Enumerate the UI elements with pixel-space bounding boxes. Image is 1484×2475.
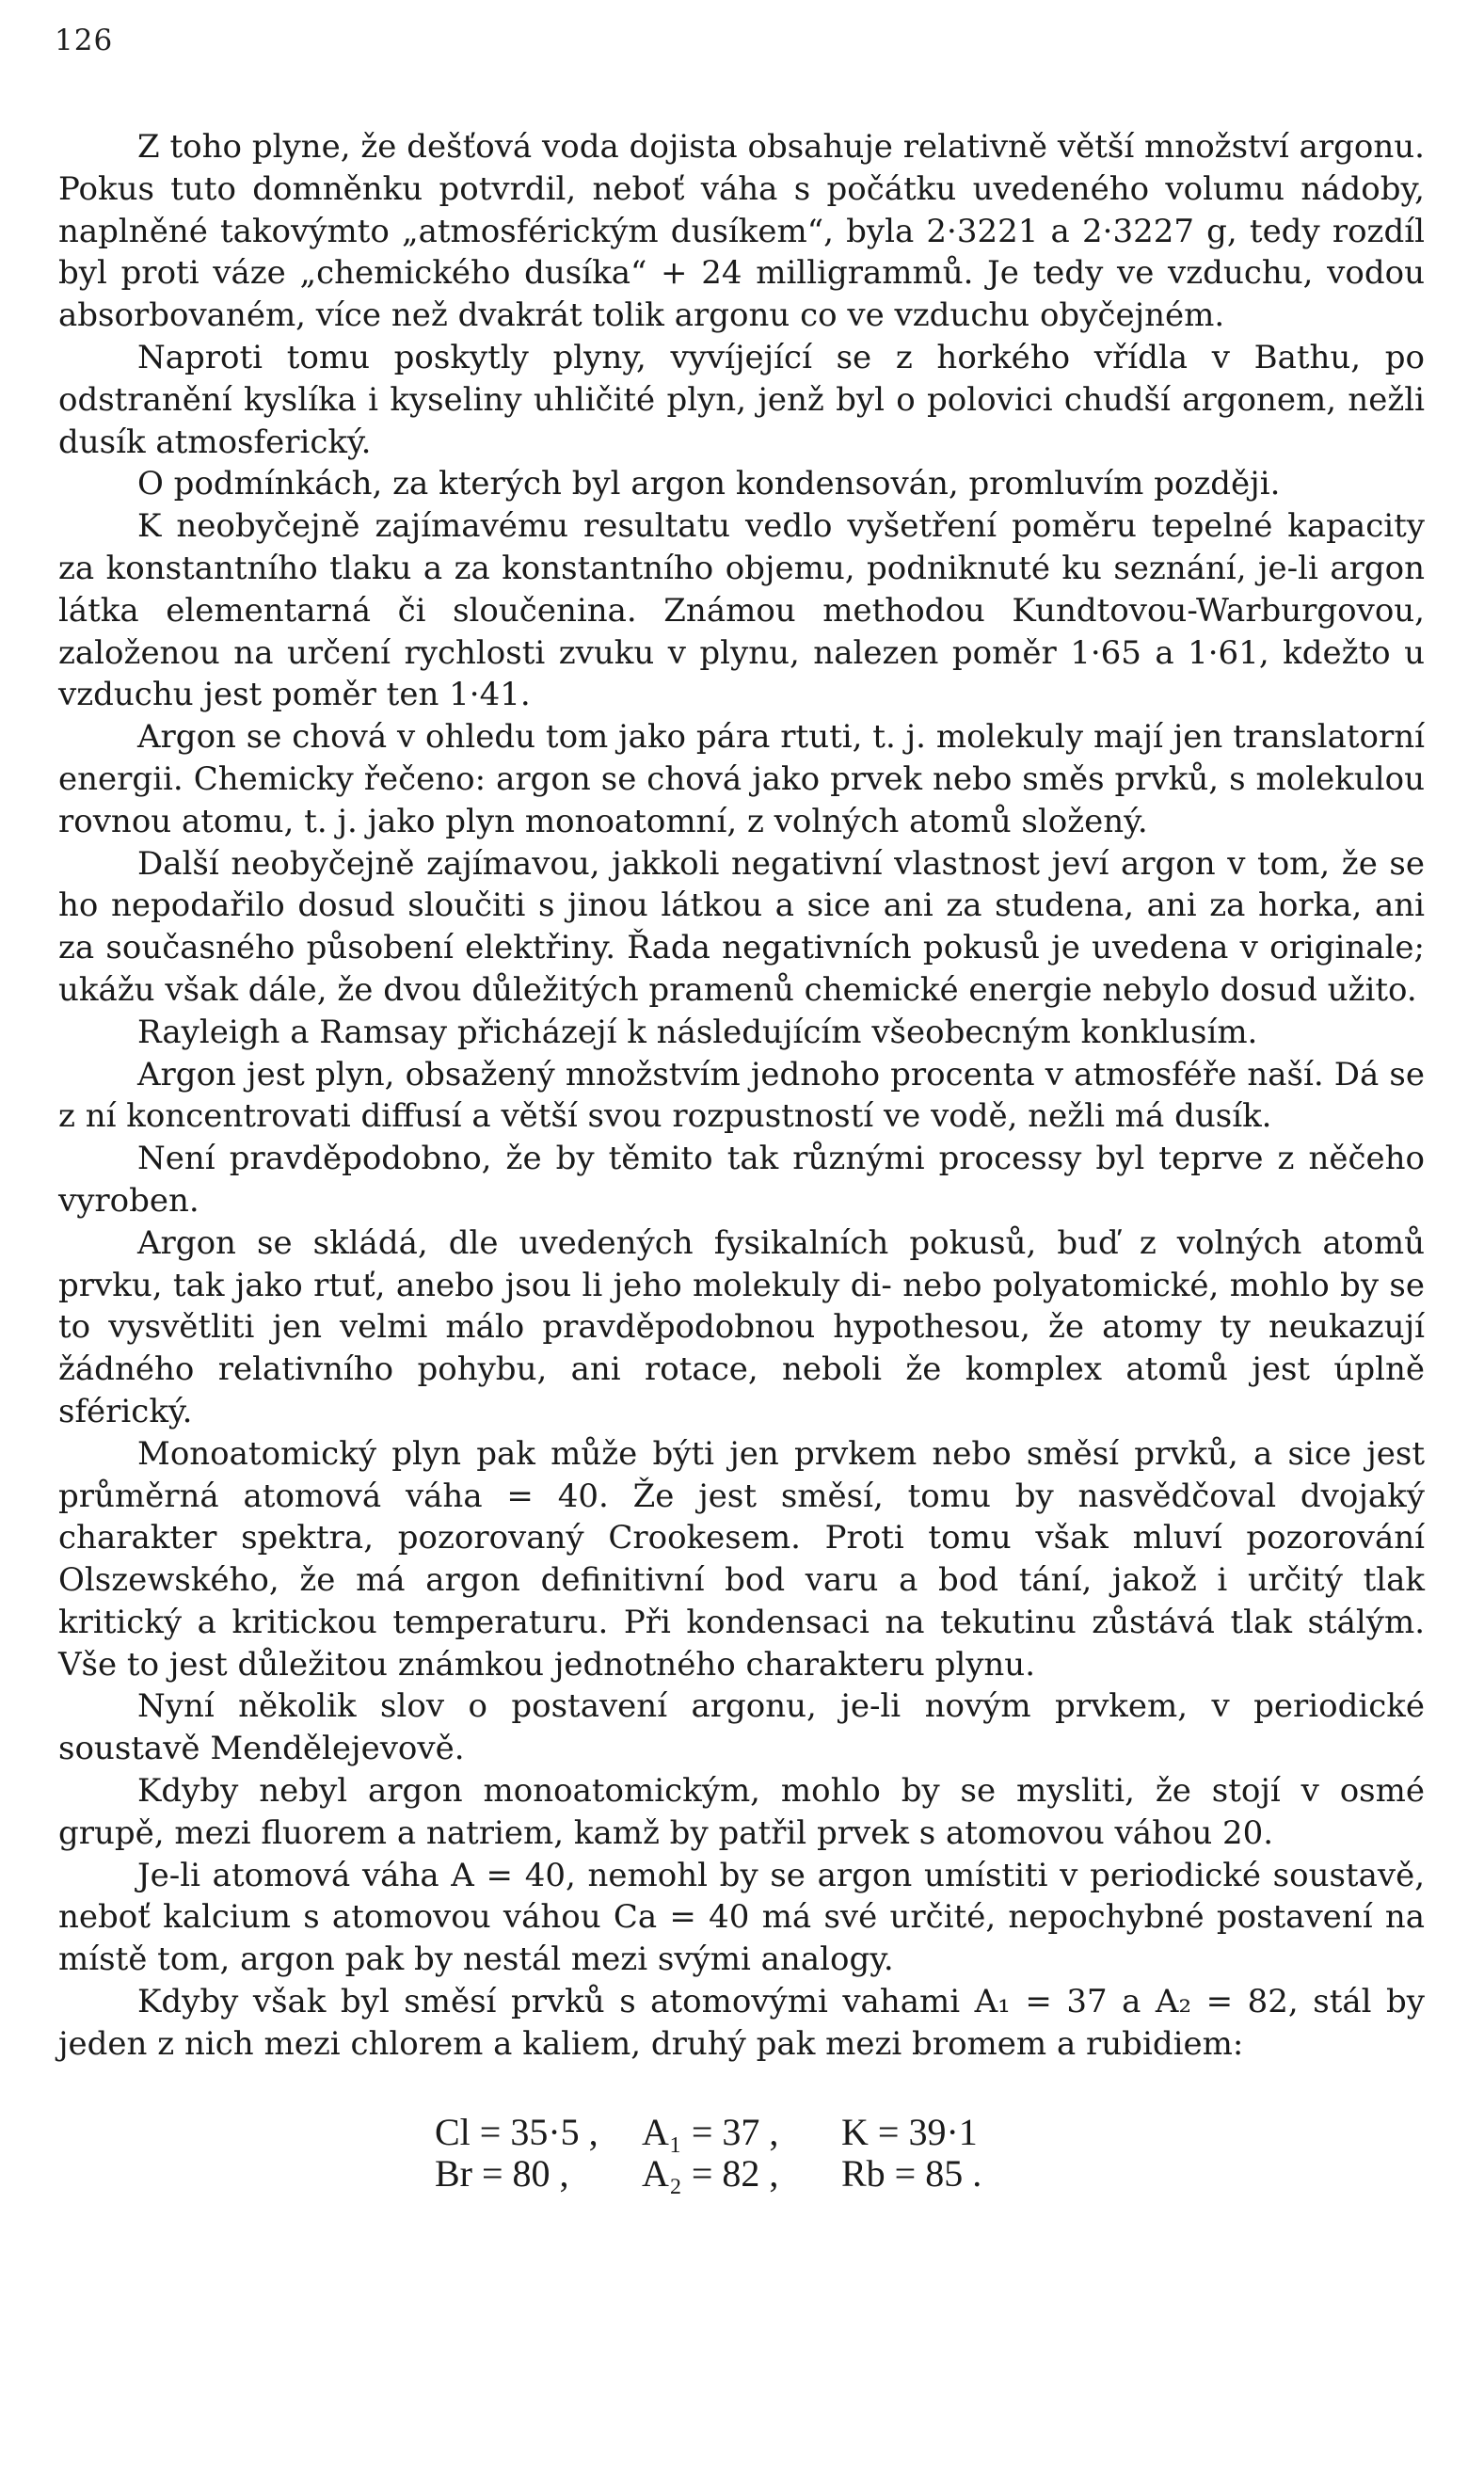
paragraph: Monoatomický plyn pak může býti jen prvkem nebo směsí prvků, a sice jest průměrná atomová váha = 40. Že jest směsí, tomu by nasvědčoval dvojaký charakter spektra, pozorovaný Crookesem. Proti tomu však mluví pozorování Olszewského, že má argon definitivní bod varu a bod tání, jakož i určitý tlak kritický a kritickou temperaturu. Při kondensaci na tekutinu zůstává tlak stálým. Vše to jest důležitou známkou jednotného charakteru plynu. (58, 1434, 1425, 1684)
paragraph: Není pravděpodobno, že by těmito tak různými processy byl teprve z něčeho vyroben. (58, 1140, 1425, 1220)
formula-potassium: K = 39·1 (841, 2111, 978, 2153)
paragraph: Další neobyčejně zajímavou, jakkoli negativní vlastnost jeví argon v tom, že se ho nepodařilo dosud sloučiti s jinou látkou a sice ani za studena, ani za horka, ani za současného působení elektřiny. Řada negativních pokusů je uvedena v originale; ukážu však dále, že dvou důležitých pramenů chemické energie nebylo dosud užito. (58, 844, 1425, 1009)
body-text (58, 126, 1425, 2066)
paragraph: Argon se skládá, dle uvedených fysikalních pokusů, buď z volných atomů prvku, tak jako rtuť, anebo jsou li jeho molekuly di- nebo polyatomické, mohlo by se to vysvětliti jen velmi málo pravděpodobnou hypothesou, že atomy ty neukazují žádného relativního pohybu, ani rotace, neboli že komplex atomů jest úplně sférický. (58, 1223, 1425, 1430)
formula-rubidium: Rb = 85 . (841, 2152, 982, 2195)
paragraph: Argon jest plyn, obsažený množstvím jednoho procenta v atmosféře naší. Dá se z ní koncentrovati diffusí a větší svou rozpustností ve vodě, nežli má dusík. (58, 1055, 1425, 1136)
paragraph: Argon se chová v ohledu tom jako pára rtuti, t. j. molekuly mají jen translatorní energii. Chemicky řečeno: argon se chová jako prvek nebo směs prvků, s molekulou rovnou atomu, t. j. jako plyn monoatomní, z volných atomů složený. (58, 718, 1425, 840)
formula-row-2 (435, 2153, 1075, 2195)
formula-chlorine: Cl = 35·5 , (435, 2111, 598, 2153)
paragraph: Rayleigh a Ramsay přicházejí k následujícím všeobecným konklusím. (137, 1013, 1258, 1051)
paragraph: Kdyby nebyl argon monoatomickým, mohlo by se mysliti, že stojí v osmé grupě, mezi fluorem a natriem, kamž by patřil prvek s atomovou váhou 20. (58, 1772, 1425, 1852)
paragraph: Z toho plyne, že dešťová voda dojista obsahuje relativně větší množství argonu. Pokus tuto domněnku potvrdil, neboť váha s počátku uvedeného volumu nádoby, naplněné takovýmto „atmosférickým dusíkem“, byla 2·3221 a 2·3227 g, tedy rozdíl byl proti váze „chemického dusíka“ + 24 milligrammů. Je tedy ve vzduchu, vodou absorbovaném, více než dvakrát tolik argonu co ve vzduchu obyčejném. (58, 128, 1425, 335)
paragraph: K neobyčejně zajímavému resultatu vedlo vyšetření poměru tepelné kapacity za konstantního tlaku a za konstantního objemu, podniknuté ku seznání, je-li argon látka elementarná či sloučenina. Známou methodou Kundtovou-Warburgovou, založenou na určení rychlosti zvuku v plynu, nalezen poměr 1·65 a 1·61, kdežto u vzduchu jest poměr ten 1·41. (58, 507, 1425, 714)
paragraph: O podmínkách, za kterých byl argon kondensován, promluvím později. (137, 465, 1281, 503)
formula-bromine: Br = 80 , (435, 2152, 569, 2195)
formula-a1: A₁ = 37 , (642, 2111, 779, 2153)
paragraph: Je-li atomová váha A = 40, nemohl by se argon umístiti v periodické soustavě, neboť kalcium s atomovou váhou Ca = 40 má své určité, nepochybné postavení na místě tom, argon pak by nestál mezi svými analogy. (58, 1856, 1425, 1979)
paragraph: Kdyby však byl směsí prvků s atomovými vahami A₁ = 37 a A₂ = 82, stál by jeden z nich mezi chlorem a kaliem, druhý pak mezi bromem a rubidiem: (58, 1983, 1425, 2063)
formula-row-1 (435, 2112, 1075, 2153)
element-comparison-formula (435, 2112, 1075, 2195)
paragraph: Naproti tomu poskytly plyny, vyvíjející se z horkého vřídla v Bathu, po odstranění kyslíka i kyseliny uhličité plyn, jenž byl o polovici chudší argonem, nežli dusík atmosferický. (58, 338, 1425, 461)
formula-a2: A₂ = 82 , (642, 2152, 779, 2195)
paragraph: Nyní několik slov o postavení argonu, je-li novým prvkem, v periodické soustavě Mendělejevově. (58, 1687, 1425, 1768)
page-number: 126 (55, 24, 114, 57)
